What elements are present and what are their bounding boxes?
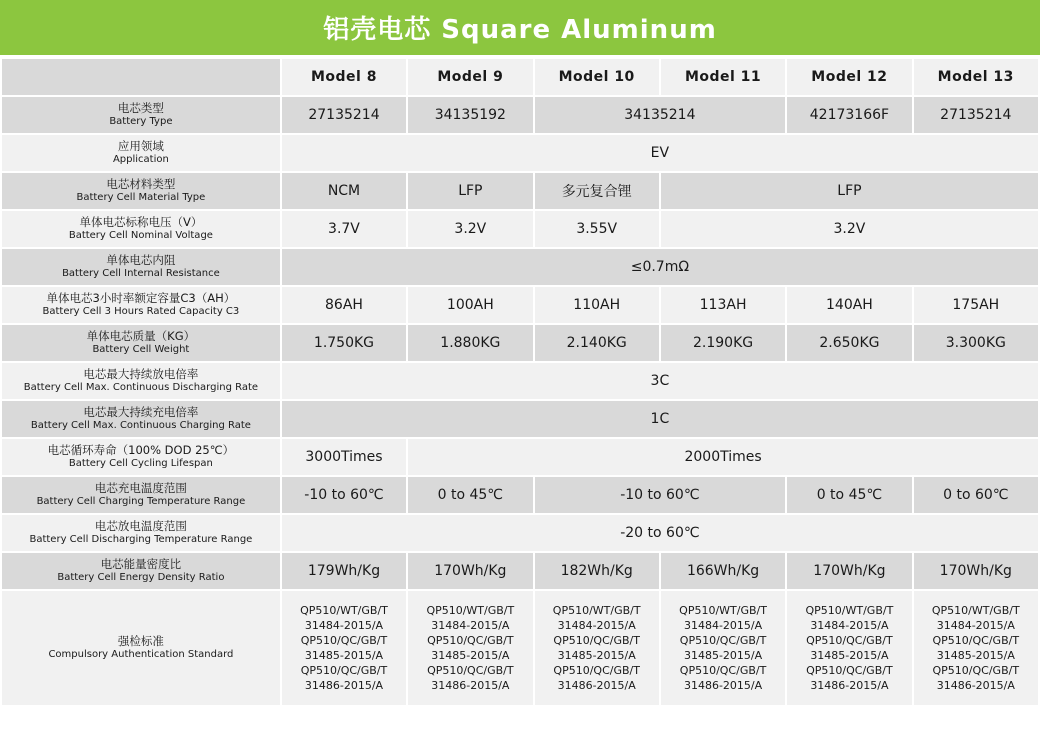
- table-row: [1, 590, 1039, 706]
- row-label: [1, 476, 281, 514]
- table-cell: 27135214: [281, 96, 407, 134]
- row-label-en: Battery Cell Charging Temperature Range: [36, 496, 246, 507]
- table-cell: EV: [281, 134, 1039, 172]
- row-label-cn: 电芯类型: [117, 101, 164, 115]
- row-label: [1, 438, 281, 476]
- row-label-cn: 电芯循环寿命（100% DOD 25℃）: [47, 443, 235, 457]
- row-label: [1, 172, 281, 210]
- row-label-cn: 单体电芯标称电压（V）: [79, 215, 203, 229]
- table-cell: -10 to 60℃: [534, 476, 787, 514]
- table-cell: 140AH: [786, 286, 912, 324]
- table-cell: 42173166F: [786, 96, 912, 134]
- header-row: [1, 58, 1039, 96]
- table-cell: NCM: [281, 172, 407, 210]
- table-cell: ≤0.7mΩ: [281, 248, 1039, 286]
- table-cell: 100AH: [407, 286, 533, 324]
- table-row: [1, 134, 1039, 172]
- row-label-en: Battery Cell Material Type: [76, 192, 206, 203]
- table-row: [1, 248, 1039, 286]
- table-cell: -10 to 60℃: [281, 476, 407, 514]
- column-header: Model 10: [534, 58, 660, 96]
- row-label-en: Battery Cell Cycling Lifespan: [68, 458, 213, 469]
- table-row: [1, 400, 1039, 438]
- row-label: [1, 96, 281, 134]
- column-header: Model 9: [407, 58, 533, 96]
- table-cell: 27135214: [913, 96, 1039, 134]
- table-row: [1, 286, 1039, 324]
- table-cell: 170Wh/Kg: [786, 552, 912, 590]
- table-cell: 3.55V: [534, 210, 660, 248]
- table-cell: 0 to 45℃: [786, 476, 912, 514]
- table-cell: 2.650KG: [786, 324, 912, 362]
- table-cell: 86AH: [281, 286, 407, 324]
- table-cell: 166Wh/Kg: [660, 552, 786, 590]
- row-label-cn: 电芯材料类型: [106, 177, 176, 191]
- table-row: [1, 552, 1039, 590]
- table-cell: 2000Times: [407, 438, 1039, 476]
- table-row: [1, 514, 1039, 552]
- row-label: [1, 248, 281, 286]
- table-row: [1, 438, 1039, 476]
- row-label-en: Battery Cell 3 Hours Rated Capacity C3: [42, 306, 240, 317]
- row-label-cn: 电芯充电温度范围: [94, 481, 187, 495]
- table-cell: 3.7V: [281, 210, 407, 248]
- page-title: 铝壳电芯 Square Aluminum: [0, 0, 1040, 55]
- table-cell: 2.190KG: [660, 324, 786, 362]
- table-cell: LFP: [407, 172, 533, 210]
- row-label-en: Battery Cell Nominal Voltage: [68, 230, 213, 241]
- table-row: [1, 96, 1039, 134]
- table-cell: 179Wh/Kg: [281, 552, 407, 590]
- row-label: [1, 590, 281, 706]
- table-cell: 34135214: [534, 96, 787, 134]
- table-cell: QP510/WT/GB/T 31484-2015/A QP510/QC/GB/T 31485-2015/A QP510/QC/GB/T 31486-2015/A: [407, 590, 533, 706]
- table-cell: 3000Times: [281, 438, 407, 476]
- row-label-en: Battery Type: [109, 116, 173, 127]
- row-label-cn: 电芯最大持续放电倍率: [83, 367, 199, 381]
- table-row: [1, 362, 1039, 400]
- table-cell: 1.750KG: [281, 324, 407, 362]
- row-label: [1, 400, 281, 438]
- table-cell: QP510/WT/GB/T 31484-2015/A QP510/QC/GB/T 31485-2015/A QP510/QC/GB/T 31486-2015/A: [786, 590, 912, 706]
- table-cell: QP510/WT/GB/T 31484-2015/A QP510/QC/GB/T 31485-2015/A QP510/QC/GB/T 31486-2015/A: [913, 590, 1039, 706]
- table-cell: -20 to 60℃: [281, 514, 1039, 552]
- row-label-cn: 单体电芯内阻: [106, 253, 176, 267]
- row-label: [1, 210, 281, 248]
- row-label-en: Battery Cell Max. Continuous Charging Rate: [30, 420, 251, 431]
- table-cell: 175AH: [913, 286, 1039, 324]
- table-cell: 0 to 60℃: [913, 476, 1039, 514]
- spec-table: [0, 57, 1040, 707]
- table-cell: 多元复合锂: [534, 172, 660, 210]
- table-cell: 1.880KG: [407, 324, 533, 362]
- table-cell: 34135192: [407, 96, 533, 134]
- row-label-en: Battery Cell Internal Resistance: [62, 268, 220, 279]
- row-label-en: Battery Cell Discharging Temperature Range: [29, 534, 253, 545]
- table-cell: QP510/WT/GB/T 31484-2015/A QP510/QC/GB/T 31485-2015/A QP510/QC/GB/T 31486-2015/A: [534, 590, 660, 706]
- table-cell: 3.2V: [407, 210, 533, 248]
- table-cell: 170Wh/Kg: [913, 552, 1039, 590]
- row-label-cn: 电芯最大持续充电倍率: [83, 405, 199, 419]
- row-label: [1, 134, 281, 172]
- table-cell: 0 to 45℃: [407, 476, 533, 514]
- row-label-cn: 电芯能量密度比: [100, 557, 182, 571]
- table-cell: 2.140KG: [534, 324, 660, 362]
- row-label-cn: 电芯放电温度范围: [94, 519, 187, 533]
- table-cell: 3.2V: [660, 210, 1039, 248]
- row-label: [1, 286, 281, 324]
- table-cell: 1C: [281, 400, 1039, 438]
- table-cell: 182Wh/Kg: [534, 552, 660, 590]
- row-label-en: Compulsory Authentication Standard: [48, 649, 234, 660]
- table-row: [1, 324, 1039, 362]
- row-label: [1, 362, 281, 400]
- table-cell: 3C: [281, 362, 1039, 400]
- corner-cell: [1, 58, 281, 96]
- table-cell: 113AH: [660, 286, 786, 324]
- table-cell: 110AH: [534, 286, 660, 324]
- row-label: [1, 552, 281, 590]
- row-label: [1, 514, 281, 552]
- table-cell: 170Wh/Kg: [407, 552, 533, 590]
- table-cell: LFP: [660, 172, 1039, 210]
- table-cell: QP510/WT/GB/T 31484-2015/A QP510/QC/GB/T 31485-2015/A QP510/QC/GB/T 31486-2015/A: [281, 590, 407, 706]
- table-row: [1, 172, 1039, 210]
- row-label-cn: 单体电芯质量（KG）: [86, 329, 196, 343]
- table-row: [1, 476, 1039, 514]
- row-label-cn: 单体电芯3小时率额定容量C3（AH）: [46, 291, 236, 305]
- row-label-en: Battery Cell Energy Density Ratio: [57, 572, 225, 583]
- column-header: Model 8: [281, 58, 407, 96]
- row-label-en: Battery Cell Max. Continuous Discharging Rate: [23, 382, 259, 393]
- row-label-en: Application: [112, 154, 169, 165]
- row-label-en: Battery Cell Weight: [92, 344, 190, 355]
- column-header: Model 13: [913, 58, 1039, 96]
- row-label: [1, 324, 281, 362]
- column-header: Model 11: [660, 58, 786, 96]
- table-cell: QP510/WT/GB/T 31484-2015/A QP510/QC/GB/T 31485-2015/A QP510/QC/GB/T 31486-2015/A: [660, 590, 786, 706]
- table-cell: 3.300KG: [913, 324, 1039, 362]
- column-header: Model 12: [786, 58, 912, 96]
- row-label-cn: 应用领域: [117, 139, 164, 153]
- table-row: [1, 210, 1039, 248]
- row-label-cn: 强检标准: [117, 634, 164, 648]
